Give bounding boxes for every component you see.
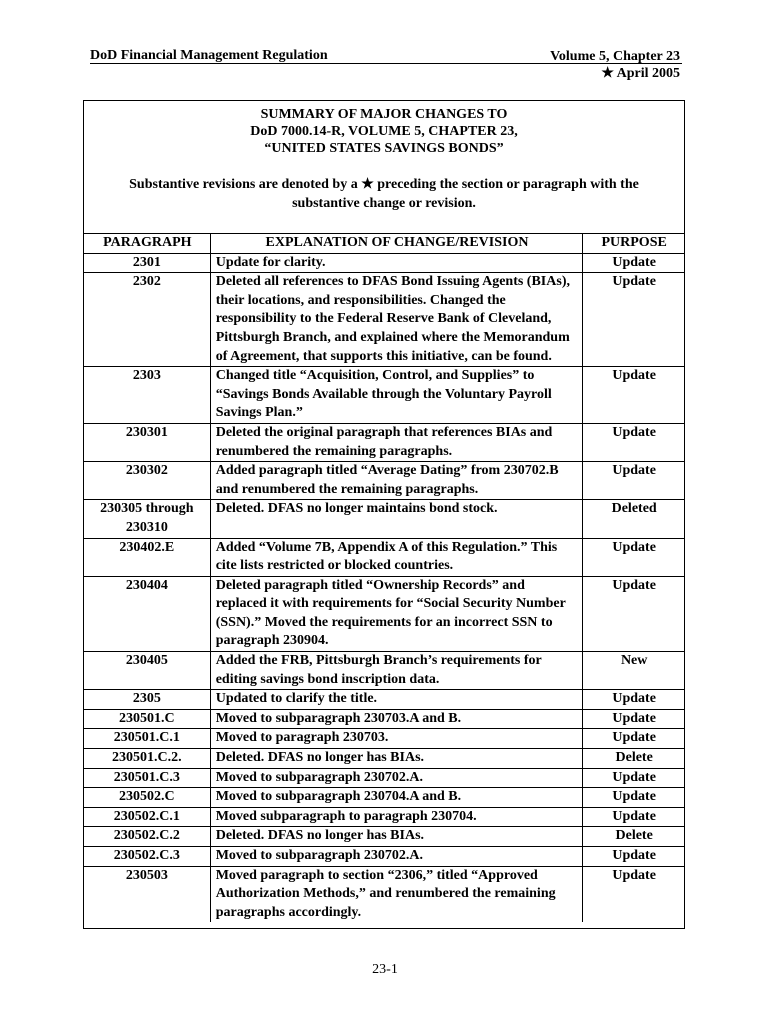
cell-purpose: Delete xyxy=(583,749,684,769)
cell-paragraph: 230502.C xyxy=(84,788,210,808)
cell-explanation: Deleted all references to DFAS Bond Issuing Agents (BIAs), their locations, and responsibilities. Changed the responsibility to the Federal Reserve Bank of Cleveland, Pittsburgh Branch, and explained where the Memorandum of Agreement, that supports this initiative, can be found. xyxy=(210,273,583,367)
summary-title-line-3: “UNITED STATES SAVINGS BONDS” xyxy=(264,141,504,156)
page-number: 23-1 xyxy=(372,962,398,977)
cell-paragraph: 230501.C.1 xyxy=(84,729,210,749)
cell-purpose: Update xyxy=(583,709,684,729)
cell-explanation: Added the FRB, Pittsburgh Branch’s requirements for editing savings bond inscription data. xyxy=(210,652,583,690)
table-row xyxy=(84,423,684,461)
cell-purpose: Update xyxy=(583,768,684,788)
cell-paragraph: 2301 xyxy=(84,253,210,273)
column-header-paragraph: PARAGRAPH xyxy=(84,234,210,254)
cell-paragraph: 230404 xyxy=(84,576,210,651)
cell-purpose: Update xyxy=(583,423,684,461)
cell-explanation: Deleted. DFAS no longer maintains bond stock. xyxy=(210,500,583,538)
cell-explanation: Moved to subparagraph 230702.A. xyxy=(210,847,583,867)
cell-explanation: Update for clarity. xyxy=(210,253,583,273)
cell-explanation: Moved subparagraph to paragraph 230704. xyxy=(210,807,583,827)
table-row xyxy=(84,709,684,729)
table-row xyxy=(84,729,684,749)
cell-purpose: Update xyxy=(583,847,684,867)
table-header-row xyxy=(84,234,684,254)
cell-explanation: Deleted paragraph titled “Ownership Records” and replaced it with requirements for “Social Security Number (SSN).” Moved the requirements for an incorrect SSN to paragraph 230904. xyxy=(210,576,583,651)
cell-purpose: New xyxy=(583,652,684,690)
cell-purpose: Deleted xyxy=(583,500,684,538)
summary-title-line-2: DoD 7000.14-R, VOLUME 5, CHAPTER 23, xyxy=(250,124,518,139)
cell-explanation: Deleted. DFAS no longer has BIAs. xyxy=(210,827,583,847)
table-row xyxy=(84,749,684,769)
cell-paragraph: 230502.C.2 xyxy=(84,827,210,847)
column-header-explanation: EXPLANATION OF CHANGE/REVISION xyxy=(210,234,583,254)
table-row xyxy=(84,253,684,273)
cell-paragraph: 230503 xyxy=(84,866,210,922)
table-row xyxy=(84,538,684,576)
cell-paragraph: 2303 xyxy=(84,367,210,424)
cell-paragraph: 230402.E xyxy=(84,538,210,576)
cell-purpose: Update xyxy=(583,788,684,808)
cell-explanation: Added “Volume 7B, Appendix A of this Regulation.” This cite lists restricted or blocked countries. xyxy=(210,538,583,576)
summary-title xyxy=(84,106,684,157)
cell-explanation: Changed title “Acquisition, Control, and Supplies” to “Savings Bonds Available through the Voluntary Payroll Savings Plan.” xyxy=(210,367,583,424)
table-row xyxy=(84,847,684,867)
cell-explanation: Moved to subparagraph 230704.A and B. xyxy=(210,788,583,808)
table-row xyxy=(84,652,684,690)
cell-explanation: Updated to clarify the title. xyxy=(210,690,583,710)
table-row xyxy=(84,690,684,710)
cell-paragraph: 230501.C xyxy=(84,709,210,729)
table-row xyxy=(84,827,684,847)
table-row xyxy=(84,273,684,367)
summary-title-line-1: SUMMARY OF MAJOR CHANGES TO xyxy=(260,107,508,122)
table-row xyxy=(84,462,684,500)
cell-paragraph: 230301 xyxy=(84,423,210,461)
header-volume-chapter: Volume 5, Chapter 23 xyxy=(550,49,680,64)
cell-paragraph: 230305 through 230310 xyxy=(84,500,210,538)
cell-paragraph: 230405 xyxy=(84,652,210,690)
cell-purpose: Update xyxy=(583,690,684,710)
cell-purpose: Update xyxy=(583,253,684,273)
cell-explanation: Deleted. DFAS no longer has BIAs. xyxy=(210,749,583,769)
header-regulation-title: DoD Financial Management Regulation xyxy=(90,48,328,63)
substantive-revision-note: Substantive revisions are denoted by a ★ preceding the section or paragraph with the substantive change or revision. xyxy=(129,177,639,211)
header-rule xyxy=(90,63,682,64)
cell-explanation: Added paragraph titled “Average Dating” from 230702.B and renumbered the remaining paragraphs. xyxy=(210,462,583,500)
cell-explanation: Moved to subparagraph 230702.A. xyxy=(210,768,583,788)
cell-explanation: Moved paragraph to section “2306,” titled “Approved Authorization Methods,” and renumbered the remaining paragraphs accordingly. xyxy=(210,866,583,922)
cell-purpose: Update xyxy=(583,807,684,827)
cell-explanation: Moved to subparagraph 230703.A and B. xyxy=(210,709,583,729)
header-volume-info xyxy=(550,48,680,82)
cell-paragraph: 230501.C.2. xyxy=(84,749,210,769)
table-row xyxy=(84,807,684,827)
cell-paragraph: 230502.C.1 xyxy=(84,807,210,827)
table-row xyxy=(84,367,684,424)
cell-purpose: Update xyxy=(583,576,684,651)
cell-paragraph: 230302 xyxy=(84,462,210,500)
cell-purpose: Update xyxy=(583,273,684,367)
changes-table xyxy=(84,233,684,922)
header-date: ★ April 2005 xyxy=(601,66,680,81)
cell-paragraph: 230502.C.3 xyxy=(84,847,210,867)
column-header-purpose: PURPOSE xyxy=(583,234,684,254)
cell-paragraph: 230501.C.3 xyxy=(84,768,210,788)
cell-purpose: Update xyxy=(583,367,684,424)
cell-purpose: Delete xyxy=(583,827,684,847)
table-row xyxy=(84,788,684,808)
table-row xyxy=(84,500,684,538)
table-row xyxy=(84,576,684,651)
cell-purpose: Update xyxy=(583,538,684,576)
table-row xyxy=(84,768,684,788)
cell-explanation: Moved to paragraph 230703. xyxy=(210,729,583,749)
cell-purpose: Update xyxy=(583,866,684,922)
cell-paragraph: 2305 xyxy=(84,690,210,710)
table-row xyxy=(84,866,684,922)
summary-frame xyxy=(83,100,685,929)
cell-purpose: Update xyxy=(583,729,684,749)
cell-paragraph: 2302 xyxy=(84,273,210,367)
cell-explanation: Deleted the original paragraph that references BIAs and renumbered the remaining paragraphs. xyxy=(210,423,583,461)
cell-purpose: Update xyxy=(583,462,684,500)
